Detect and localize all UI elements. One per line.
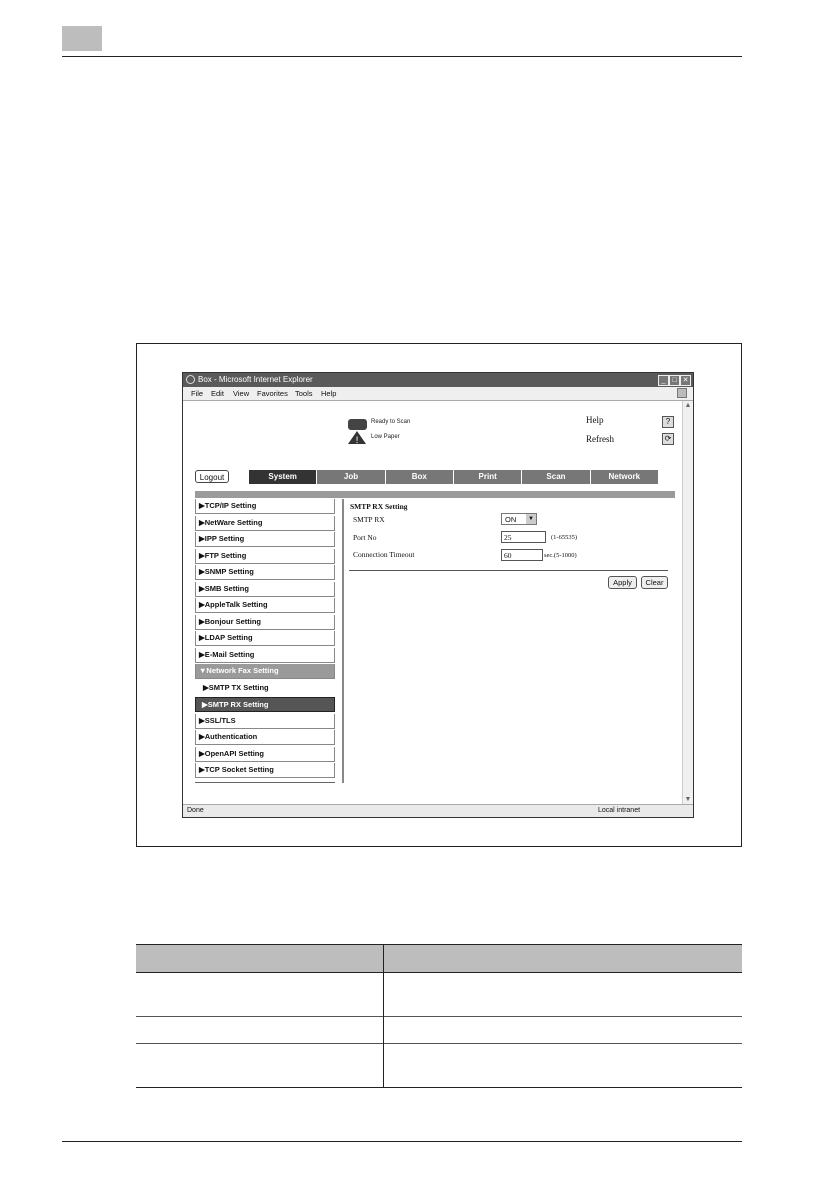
logout-button[interactable]: Logout [195, 470, 229, 483]
status-bar [183, 804, 693, 817]
tab-box[interactable]: Box [386, 470, 454, 484]
header-rule [62, 56, 742, 57]
smtp-rx-value: ON [505, 515, 517, 524]
nav-network-fax-setting[interactable]: ▼Network Fax Setting [195, 664, 335, 679]
nav-bonjour-setting[interactable]: ▶Bonjour Setting [195, 615, 335, 630]
panel-rule [349, 570, 668, 571]
table-header-row [136, 944, 742, 972]
tab-system[interactable]: System [249, 470, 317, 484]
status-done-text: Done [187, 807, 204, 814]
status-ready-text: Ready to Scan [371, 419, 411, 425]
nav-bottom-rule [195, 782, 335, 783]
maximize-icon[interactable]: □ [669, 375, 680, 386]
tab-print[interactable]: Print [454, 470, 522, 484]
window-title: Box - Microsoft Internet Explorer [198, 375, 313, 384]
nav-appletalk-setting[interactable]: ▶AppleTalk Setting [195, 598, 335, 613]
status-zone-text: Local intranet [598, 807, 641, 814]
nav-ipp-setting[interactable]: ▶IPP Setting [195, 532, 335, 547]
menu-help[interactable]: Help [321, 389, 337, 398]
chevron-down-icon[interactable]: ▼ [526, 514, 536, 524]
svg-text:!: ! [355, 436, 359, 444]
smtp-rx-select[interactable] [501, 513, 537, 525]
nav-ftp-setting[interactable]: ▶FTP Setting [195, 549, 335, 564]
tab-underline-band [195, 491, 675, 498]
refresh-icon[interactable]: ⟳ [662, 433, 674, 445]
menu-bar [183, 387, 693, 401]
side-nav [195, 499, 335, 780]
nav-tcp-socket-setting[interactable]: ▶TCP Socket Setting [195, 763, 335, 778]
scroll-up-icon[interactable]: ▲ [684, 402, 692, 409]
nav-authentication[interactable]: ▶Authentication [195, 730, 335, 745]
port-label: Port No [353, 533, 377, 542]
clear-button[interactable]: Clear [641, 576, 668, 589]
menu-favorites[interactable]: Favorites [257, 389, 288, 398]
table-top-rule [136, 944, 742, 945]
tab-scan[interactable]: Scan [522, 470, 590, 484]
timeout-hint: sec.(5-1000) [544, 552, 577, 559]
refresh-link[interactable]: Refresh [586, 434, 614, 444]
warning-icon [348, 431, 366, 444]
port-input[interactable]: 25 [501, 531, 546, 543]
timeout-label: Connection Timeout [353, 550, 415, 559]
table-bottom-rule [136, 1087, 742, 1088]
table-row-rule-2 [136, 1043, 742, 1044]
port-hint: (1-65535) [551, 534, 577, 541]
nav-smtp-rx-setting[interactable]: ▶SMTP RX Setting [195, 697, 335, 712]
ie-icon [186, 375, 195, 384]
nav-ldap-setting[interactable]: ▶LDAP Setting [195, 631, 335, 646]
tab-job[interactable]: Job [317, 470, 385, 484]
table-column-divider [383, 944, 384, 1087]
nav-tcpip-setting[interactable]: ▶TCP/IP Setting [195, 499, 335, 514]
main-tabs [249, 470, 659, 484]
apply-button[interactable]: Apply [608, 576, 637, 589]
scroll-down-icon[interactable]: ▼ [684, 796, 692, 803]
nav-ssl-tls[interactable]: ▶SSL/TLS [195, 714, 335, 729]
nav-email-setting[interactable]: ▶E-Mail Setting [195, 648, 335, 663]
vertical-scrollbar[interactable] [682, 401, 693, 805]
close-icon[interactable]: ✕ [680, 375, 691, 386]
nav-snmp-setting[interactable]: ▶SNMP Setting [195, 565, 335, 580]
panel-title: SMTP RX Setting [350, 502, 408, 511]
minimize-icon[interactable]: _ [658, 375, 669, 386]
nav-openapi-setting[interactable]: ▶OpenAPI Setting [195, 747, 335, 762]
timeout-input[interactable]: 60 [501, 549, 543, 561]
footer-rule [62, 1141, 742, 1142]
nav-netware-setting[interactable]: ▶NetWare Setting [195, 516, 335, 531]
status-paper-text: Low Paper [371, 434, 400, 440]
panel-divider [342, 499, 344, 783]
printer-icon [348, 419, 367, 430]
help-link[interactable]: Help [586, 415, 604, 425]
smtp-rx-label: SMTP RX [353, 515, 385, 524]
nav-smb-setting[interactable]: ▶SMB Setting [195, 582, 335, 597]
menu-edit[interactable]: Edit [211, 389, 224, 398]
help-icon[interactable]: ? [662, 416, 674, 428]
title-bar [183, 373, 693, 387]
table-header-rule [136, 972, 742, 973]
windows-flag-icon [677, 388, 687, 398]
menu-file[interactable]: File [191, 389, 204, 398]
table-row-rule-1 [136, 1016, 742, 1017]
chapter-number-box [62, 26, 102, 51]
nav-smtp-tx-setting[interactable]: ▶SMTP TX Setting [195, 681, 335, 696]
menu-tools[interactable]: Tools [295, 389, 313, 398]
browser-window [182, 372, 694, 818]
tab-network[interactable]: Network [591, 470, 659, 484]
menu-view[interactable]: View [233, 389, 250, 398]
